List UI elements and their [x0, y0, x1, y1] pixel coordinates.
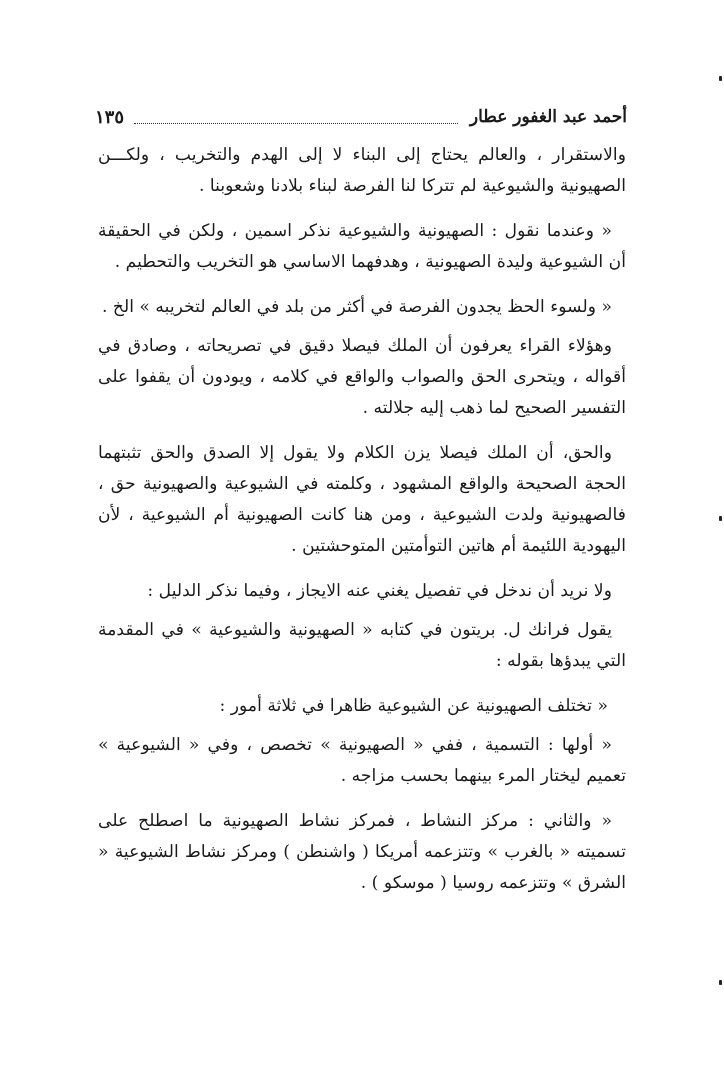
paragraph-9: « أولها : التسمية ، ففي « الصهيونية » تخصص ، وفي « الشيوعية » تعميم ليختار المرء بينهما بحسب مزاجه . — [98, 735, 626, 786]
scan-mark — [719, 516, 722, 521]
header-author: أحمد عبد الغفور عطار — [469, 107, 627, 127]
page-body — [98, 140, 626, 913]
paragraph-7: يقول فرانك ل. بريتون في كتابه « الصهيونية والشيوعية » في المقدمة التي يبدؤها بقوله : — [98, 620, 626, 671]
paragraph-3: « ولسوء الحظ يجدون الفرصة في أكثر من بلد في العالم لتخريبه » الخ . — [101, 297, 612, 317]
paragraph-2: « وعندما نقول : الصهيونية والشيوعية نذكر اسمين ، ولكن في الحقيقة أن الشيوعية وليدة الصهيونية ، وهدفهما الاساسي هو التخريب والتحطيم . — [98, 221, 626, 272]
paragraph-4: وهؤلاء القراء يعرفون أن الملك فيصلا دقيق في تصريحاته ، وصادق في أقواله ، ويتحرى الحق والصواب والواقع في كلامه ، ويودون أن يقفوا على التفسير الصحيح لما ذهب إليه جلالته . — [98, 336, 626, 418]
header-rule — [134, 123, 458, 124]
scan-mark — [719, 76, 722, 81]
paragraph-6: ولا نريد أن ندخل في تفصيل يغني عنه الايجاز ، وفيما نذكر الدليل : — [147, 581, 612, 601]
paragraph-10: « والثاني : مركز النشاط ، فمركز نشاط الصهيونية ما اصطلح على تسميته « بالغرب » وتتزعمه أمريكا ( واشنطن ) ومركز نشاط الشيوعية « الشرق » وتتزعمه روسيا ( موسكو ) . — [98, 811, 626, 893]
paragraph-8: « تختلف الصهيونية عن الشيوعية ظاهرا في ثلاثة أمور : — [219, 696, 608, 716]
page-header — [95, 102, 627, 132]
scan-mark — [719, 980, 722, 985]
page-number: ١٣٥ — [95, 106, 125, 128]
paragraph-5: والحق، أن الملك فيصلا يزن الكلام ولا يقول إلا الصدق والحق تثبتهما الحجة الصحيحة والواقع المشهود ، وكلمته في الشيوعية والصهيونية حق ، فالصهيونية ولدت الشيوعية ، ومن هنا كانت الصهيونية أم الشيوعية ، لأن اليهودية اللئيمة أم هاتين التوأمتين المتوحشتين . — [98, 443, 626, 556]
paragraph-1: والاستقرار ، والعالم يحتاج إلى البناء لا إلى الهدم والتخريب ، ولكـــن الصهيونية والشيوعية لم تتركا لنا الفرصة لبناء بلادنا وشعوبنا . — [98, 145, 626, 196]
